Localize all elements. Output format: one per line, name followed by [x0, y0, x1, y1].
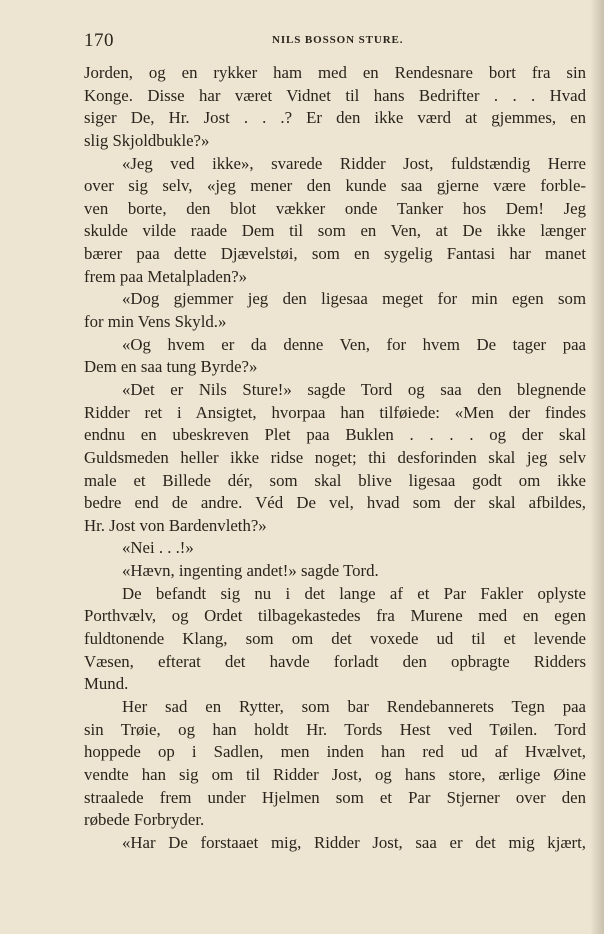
text-line: Her sad en Rytter, som bar Rendebannerets Tegn paa	[122, 696, 586, 716]
text-line: «Har De forstaaet mig, Ridder Jost, saa er det mig kjært,	[122, 832, 586, 852]
text-line: slig Skjoldbukle?»	[84, 130, 210, 150]
text-line: skulde vilde raade Dem til som en Ven, at De ikke længer	[84, 221, 586, 241]
text-line: Ridder ret i Ansigtet, hvorpaa han tilføiede: «Men der findes	[84, 402, 586, 422]
text-line: straalede frem under Hjelmen som et Par Stjerner over den	[84, 787, 586, 807]
text-line: «Det er Nils Sture!» sagde Tord og saa den blegnende	[122, 379, 586, 399]
page-edge-shadow	[590, 0, 604, 934]
text-line: De befandt sig nu i det lange af et Par Fakler oplyste	[122, 583, 586, 603]
text-line: fuldtonende Klang, som om det voxede ud til et levende	[84, 629, 586, 649]
text-line: frem paa Metalpladen?»	[84, 266, 248, 286]
text-line: ven borte, den blot vækker onde Tanker hos Dem! Jeg	[84, 198, 586, 218]
text-line: «Jeg ved ikke», svarede Ridder Jost, fuldstændig Herre	[122, 153, 586, 173]
text-line: Hr. Jost von Bardenvleth?»	[84, 515, 267, 535]
text-line: Jorden, og en rykker ham med en Rendesnare bort fra sin	[84, 63, 586, 82]
text-line: Konge. Disse har været Vidnet til hans Bedrifter . . . Hvad	[84, 85, 586, 105]
text-line: hoppede op i Sadlen, men inden han red ud af Hvælvet,	[84, 742, 586, 762]
page-number: 170	[84, 30, 114, 51]
text-line: røbede Forbryder.	[84, 810, 205, 830]
text-line: «Dog gjemmer jeg den ligesaa meget for min egen som	[122, 289, 586, 309]
text-line: bærer paa dette Djævelstøi, som en sygelig Fantasi har manet	[84, 244, 586, 264]
text-line: Guldsmeden heller ikke ridse noget; thi desforinden skal jeg selv	[84, 447, 586, 467]
text-line: for min Vens Skyld.»	[84, 312, 227, 332]
running-head: NILS BOSSON STURE.	[272, 34, 404, 46]
text-line: Mund.	[84, 674, 129, 694]
text-line: Dem en saa tung Byrde?»	[84, 357, 258, 377]
text-line: male et Billede dér, som skal blive ligesaa godt om ikke	[84, 470, 586, 490]
text-line: sin Trøie, og han holdt Hr. Tords Hest ved Tøilen. Tord	[84, 719, 586, 739]
text-line: vendte han sig om til Ridder Jost, og hans store, ærlige Øine	[84, 764, 586, 784]
text-line: «Nei . . .!»	[122, 538, 194, 558]
text-line: bedre end de andre. Véd De vel, hvad som der skal afbildes,	[84, 493, 586, 513]
text-line: endnu en ubeskreven Plet paa Buklen . . . . og der skal	[84, 425, 586, 445]
body-text	[84, 62, 586, 854]
text-line: Væsen, efterat det havde forladt den opbragte Ridders	[84, 651, 586, 671]
text-line: «Hævn, ingenting andet!» sagde Tord.	[122, 561, 379, 581]
text-line: over sig selv, «jeg mener den kunde saa gjerne være forble-	[84, 176, 586, 196]
text-line: «Og hvem er da denne Ven, for hvem De tager paa	[122, 334, 586, 354]
text-line: Porthvælv, og Ordet tilbagekastedes fra Murene med en egen	[84, 606, 586, 626]
text-line: siger De, Hr. Jost . . .? Er den ikke værd at gjemmes, en	[84, 108, 586, 128]
